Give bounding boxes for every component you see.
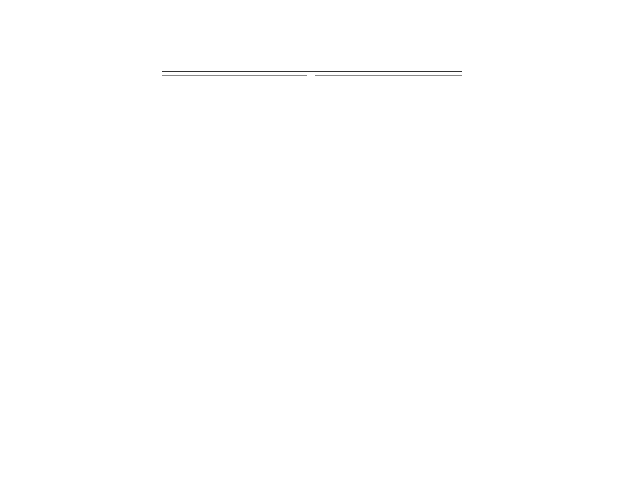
right-column-header xyxy=(315,75,462,76)
left-column xyxy=(162,75,307,76)
left-column-header xyxy=(162,75,307,76)
document-page xyxy=(150,0,485,480)
right-column xyxy=(315,75,462,80)
section-divider xyxy=(162,71,462,72)
